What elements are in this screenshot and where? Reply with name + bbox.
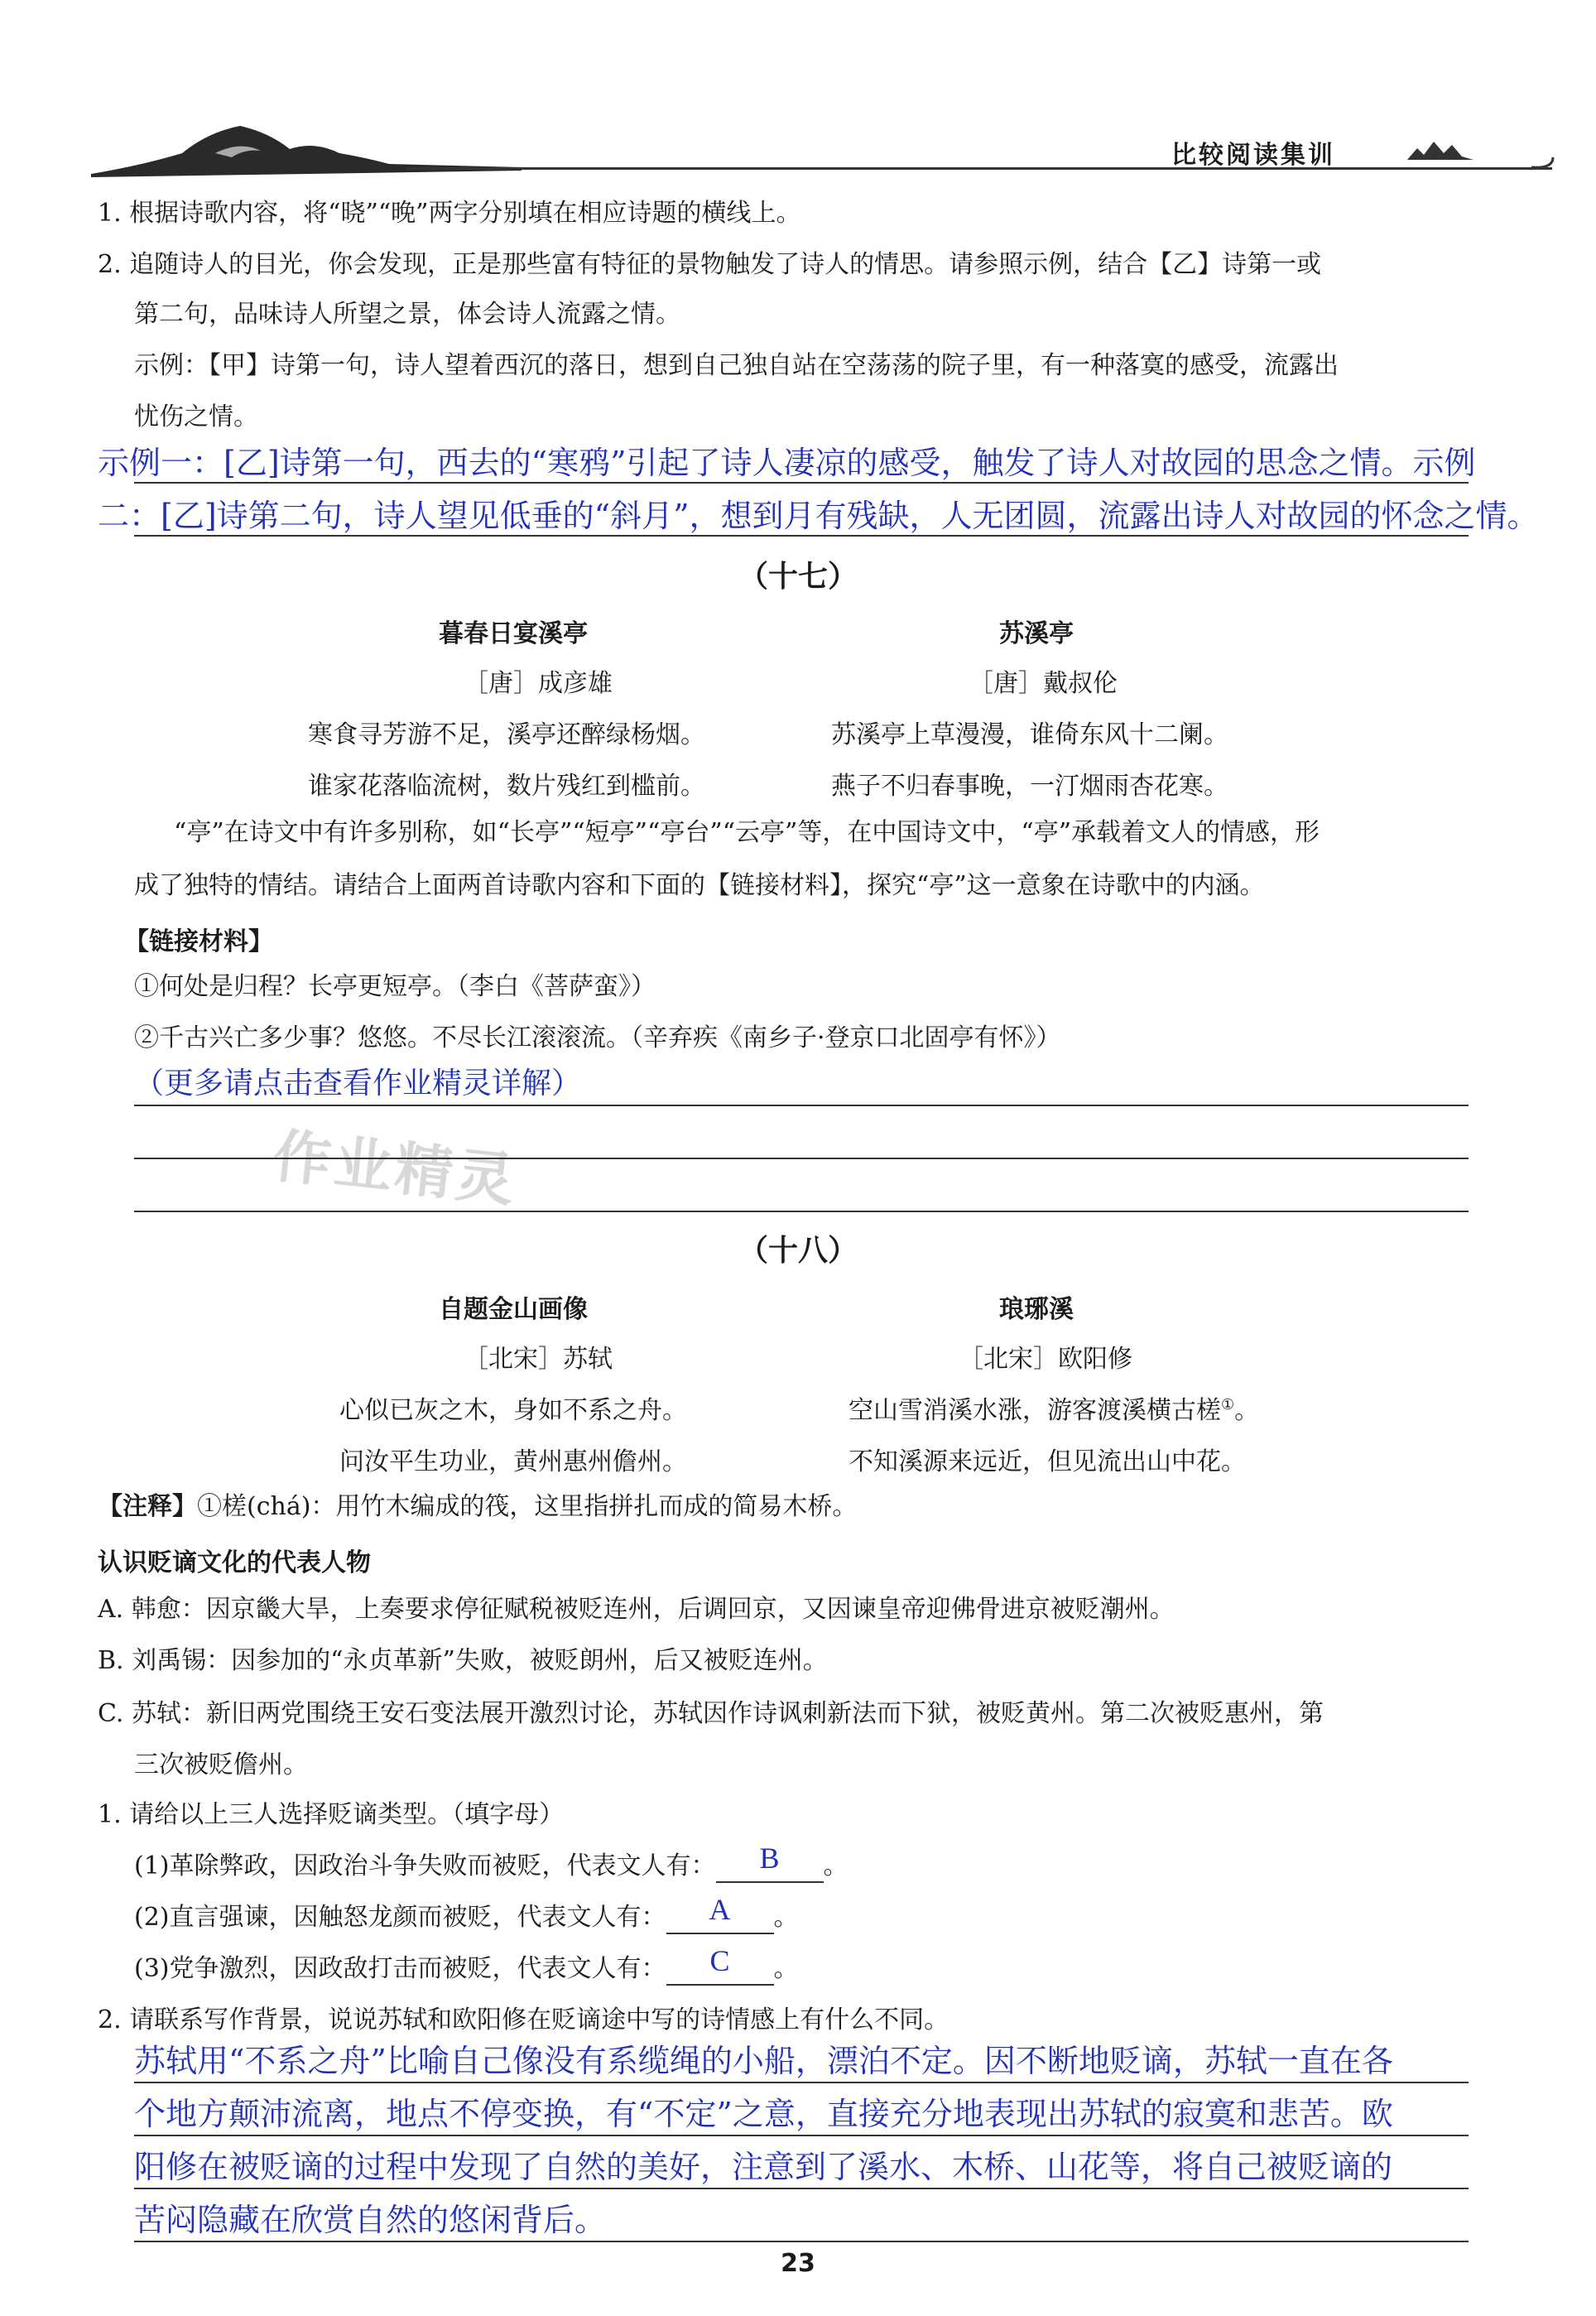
watermark: 作业精灵 [269, 1121, 521, 1216]
poem-line [848, 1389, 1259, 1426]
example-line2: 忧伤之情。 [134, 402, 258, 431]
note-label: 【注释】 [98, 1492, 197, 1521]
answer-blank-1b-value: A [709, 1893, 731, 1926]
link-material-2: ②千古兴亡多少事？悠悠。不尽长江滚滚流。（辛弃疾《南乡子·登京口北固亭有怀》） [134, 1023, 1061, 1052]
question-1a [134, 1842, 848, 1883]
note-text: ①槎(chá)：用竹木编成的筏，这里指拼扎而成的简易木桥。 [197, 1492, 858, 1521]
answer-rule [134, 2082, 1469, 2083]
poem-title: 琅琊溪 [999, 1295, 1074, 1324]
answer-section-17[interactable]: （更多请点击查看作业精灵详解） [134, 1067, 582, 1100]
question-2: 2. 请联系写作背景，说说苏轼和欧阳修在贬谪途中写的诗情感上有什么不同。 [98, 2005, 949, 2034]
answer-rule [134, 2188, 1469, 2189]
poem-line-end: 。 [1234, 1396, 1260, 1425]
answer-blank-1c-value: C [709, 1944, 730, 1977]
poem-author: ［北宋］苏轼 [464, 1345, 613, 1374]
mountain-logo-icon [91, 116, 522, 182]
section-17-prompt-line1: “亭”在诗文中有许多别称，如“长亭”“短亭”“亭台”“云亭”等，在中国诗文中，“亭”承载着文人的情感，形 [174, 818, 1320, 847]
poem-author: ［唐］成彦雄 [464, 669, 613, 698]
footnote-marker: ① [1221, 1396, 1235, 1413]
poem-line: 心似已灰之木，身如不系之舟。 [339, 1396, 687, 1425]
answer-section-18-line2: 个地方颠沛流离，地点不停变换，有“不定”之意，直接充分地表现出苏轼的寂寞和悲苦。欧 [134, 2096, 1393, 2132]
answer-rule [134, 2241, 1469, 2242]
answer-blank-1a-value: B [759, 1842, 780, 1875]
answer-part-a-line1: 示例一：[乙]诗第一句，西去的“寒鸦”引起了诗人凄凉的感受，触发了诗人对故园的思念之情。示例 [98, 445, 1476, 481]
figure-c-line1: C. 苏轼：新旧两党围绕王安石变法展开激烈讨论，苏轼因作诗讽刺新法而下狱，被贬黄州。第二次被贬惠州，第 [98, 1699, 1324, 1728]
header-rule [406, 167, 1552, 170]
answer-blank-1c[interactable] [666, 1944, 774, 1986]
answer-rule [134, 482, 1469, 484]
question-1a-text: (1)革除弊政，因政治斗争失败而被贬，代表文人有： [134, 1851, 716, 1880]
poem-line: 燕子不归春事晚，一汀烟雨杏花寒。 [831, 772, 1228, 801]
section-17-heading: （十七） [738, 560, 858, 594]
header-title: 比较阅读集训 [1171, 141, 1335, 170]
figure-b: B. 刘禹锡：因参加的“永贞革新”失败，被贬朗州，后又被贬连州。 [98, 1646, 828, 1675]
section-17-prompt-line2: 成了独特的情结。请结合上面两首诗歌内容和下面的【链接材料】，探究“亭”这一意象在诗歌中的内涵。 [134, 871, 1265, 900]
poem-line: 苏溪亭上草漫漫，谁倚东风十二阑。 [831, 720, 1228, 749]
answer-section-18-line3: 阳修在被贬谪的过程中发现了自然的美好，注意到了溪水、木桥、山花等，将自己被贬谪的 [134, 2149, 1393, 2185]
period: 。 [823, 1851, 848, 1880]
answer-blank-1a[interactable] [716, 1842, 824, 1883]
poem-title: 自题金山画像 [439, 1295, 588, 1324]
note [98, 1490, 857, 1524]
question-2-line1: 2. 追随诗人的目光，你会发现，正是那些富有特征的景物触发了诗人的情思。请参照示例，结合【乙】诗第一或 [98, 250, 1322, 279]
answer-rule [134, 1105, 1469, 1106]
poem-author: ［北宋］欧阳修 [959, 1345, 1132, 1374]
period: 。 [773, 1903, 799, 1932]
poem-title: 暮春日宴溪亭 [439, 619, 588, 648]
answer-rule [134, 2135, 1469, 2136]
poem-author: ［唐］戴叔伦 [969, 669, 1118, 698]
header-end-curve-icon [1531, 151, 1556, 176]
answer-rule [134, 1211, 1469, 1212]
answer-rule [134, 1158, 1469, 1159]
poem-line: 不知溪源来远近，但见流出山中花。 [848, 1447, 1246, 1476]
figure-a: A. 韩愈：因京畿大旱，上奏要求停征赋税被贬连州，后调回京，又因谏皇帝迎佛骨进京被贬潮州。 [98, 1595, 1175, 1624]
answer-blank-1b[interactable] [666, 1893, 774, 1934]
poem-line: 问汝平生功业，黄州惠州儋州。 [339, 1447, 687, 1476]
question-1b-text: (2)直言强谏，因触怒龙颜而被贬，代表文人有： [134, 1903, 666, 1932]
question-2-line2: 第二句，品味诗人所望之景，体会诗人流露之情。 [134, 300, 680, 329]
answer-part-a-line2: 二：[乙]诗第二句，诗人望见低垂的“斜月”，想到月有残缺，人无团圆，流露出诗人对故园的怀念之情。 [98, 498, 1539, 534]
page-number: 23 [781, 2249, 815, 2278]
page-header [91, 116, 1465, 182]
answer-section-18-line1: 苏轼用“不系之舟”比喻自己像没有系缆绳的小船，漂泊不定。因不断地贬谪，苏轼一直在各 [134, 2043, 1393, 2079]
link-material-heading: 【链接材料】 [124, 927, 273, 956]
answer-section-18-line4: 苦闷隐藏在欣赏自然的悠闲背后。 [134, 2202, 607, 2238]
period: 。 [773, 1954, 799, 1983]
poem-line-text: 空山雪消溪水涨，游客渡溪横古槎 [848, 1396, 1221, 1425]
question-1c-text: (3)党争激烈，因政敌打击而被贬，代表文人有： [134, 1954, 666, 1983]
figure-c-line2: 三次被贬儋州。 [134, 1750, 308, 1779]
example-line1: 示例：【甲】诗第一句，诗人望着西沉的落日，想到自己独自站在空荡荡的院子里，有一种落寞的感受，流露出 [134, 351, 1339, 380]
question-1c [134, 1944, 799, 1986]
figures-heading: 认识贬谪文化的代表人物 [98, 1548, 371, 1577]
question-1b [134, 1893, 799, 1934]
poem-title: 苏溪亭 [999, 619, 1074, 648]
poem-line: 谁家花落临流树，数片残红到槛前。 [308, 772, 705, 801]
question-1: 1. 根据诗歌内容，将“晓”“晚”两字分别填在相应诗题的横线上。 [98, 199, 801, 228]
mountain-small-icon [1407, 137, 1473, 161]
question-1: 1. 请给以上三人选择贬谪类型。（填字母） [98, 1800, 565, 1829]
answer-rule [134, 535, 1469, 537]
link-material-1: ①何处是归程？长亭更短亭。（李白《菩萨蛮》） [134, 972, 656, 1001]
section-18-heading: （十八） [738, 1234, 858, 1268]
poem-line: 寒食寻芳游不足，溪亭还醉绿杨烟。 [308, 720, 705, 749]
